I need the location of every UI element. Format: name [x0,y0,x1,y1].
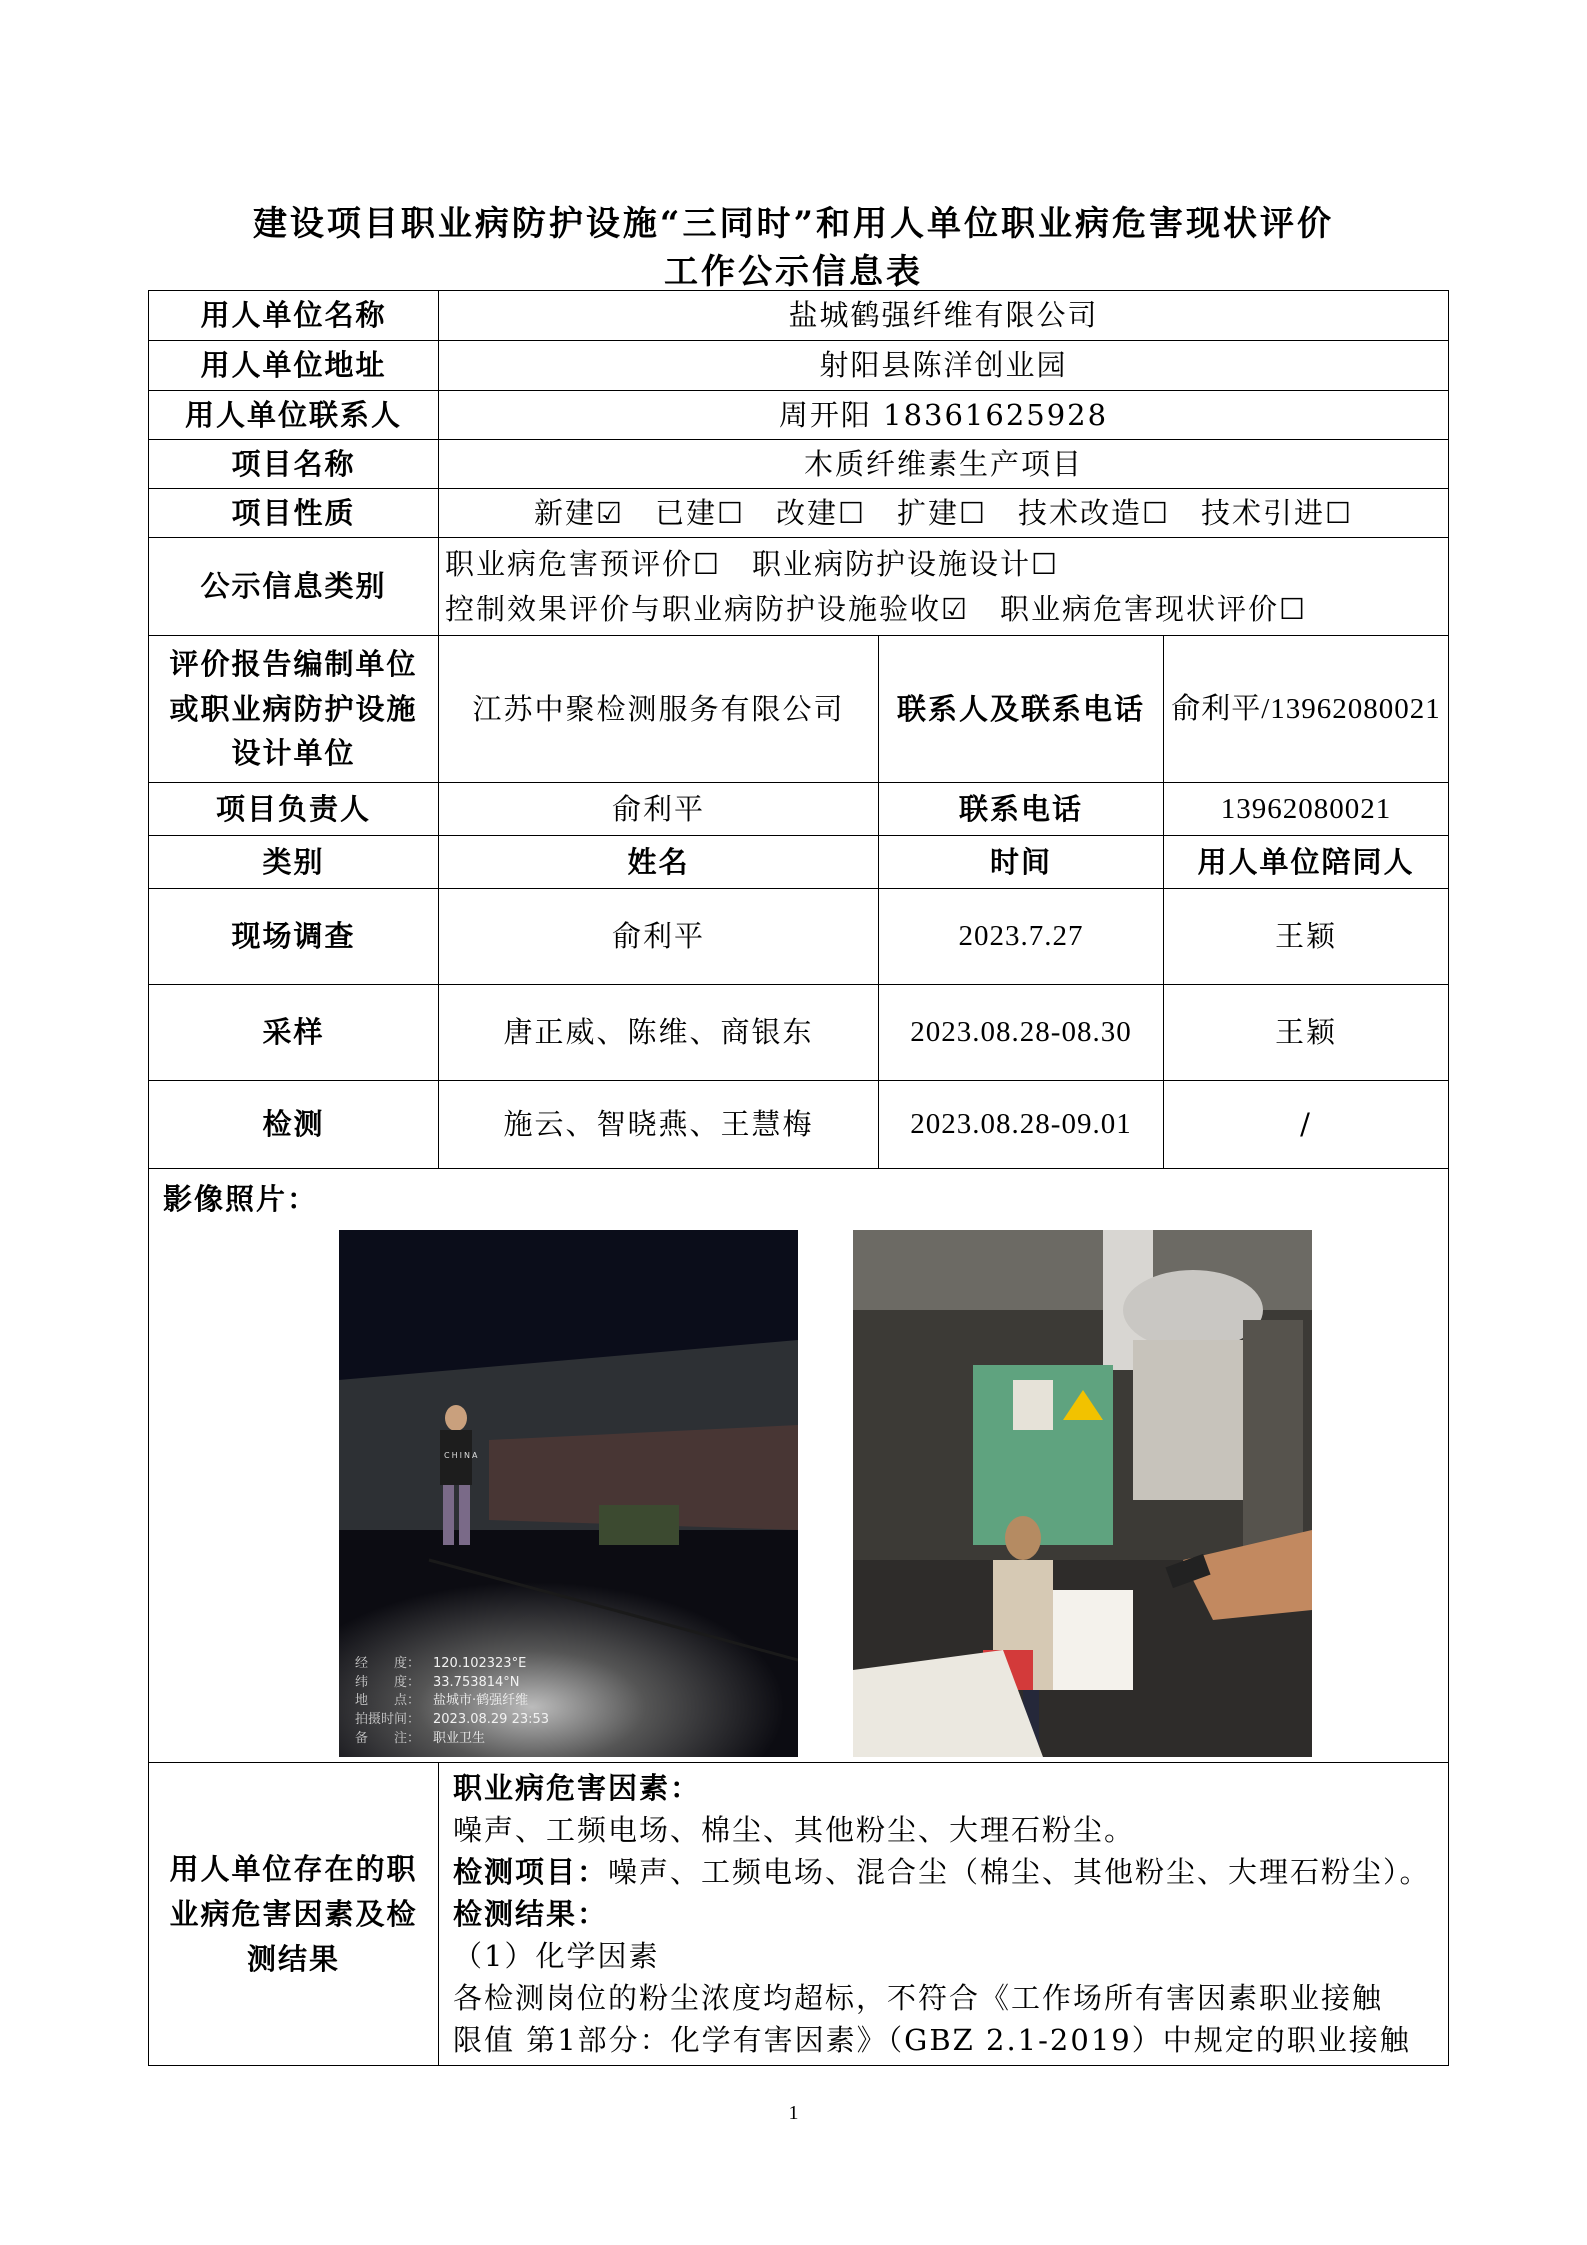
hazards-result-text-line2: 限值 第1部分：化学有害因素》（GBZ 2.1-2019）中规定的职业接触 [453,2023,1411,2058]
hazards-items-line [453,1851,1434,1893]
document-title-line2: 工作公示信息表 [664,252,923,292]
schedule-names: 俞利平 [439,889,879,985]
schedule-names: 施云、智晓燕、王慧梅 [439,1081,879,1169]
overlay-time: 拍摄时间： 2023.08.29 23:53 [355,1712,550,1728]
evaluator-label: 评价报告编制单位或职业病防护设施设计单位 [149,636,439,783]
shirt-text: CHINA [444,1450,480,1460]
schedule-row-sampling [149,985,1449,1081]
schedule-escort: 王颖 [1164,985,1449,1081]
schedule-type: 现场调查 [149,889,439,985]
leader-phone-label: 联系电话 [879,783,1164,836]
project-nature-label: 项目性质 [149,489,439,538]
schedule-header-names: 姓名 [439,836,879,889]
info-table [148,290,1449,2066]
schedule-header-time: 时间 [879,836,1164,889]
hazards-items-heading: 检测项目： [453,1855,609,1890]
hazards-results-heading: 检测结果： [453,1897,609,1932]
hazards-factors-value: 噪声、工频电场、棉尘、其他粉尘、大理石粉尘。 [453,1812,1136,1847]
photo-row [163,1222,1434,1754]
row-photos [149,1169,1449,1763]
photo-overlay [355,1655,549,1749]
hazards-content [439,1762,1449,2065]
category-options [439,538,1449,636]
row-project-nature [149,489,1449,538]
employer-contact-value: 周开阳 18361625928 [439,391,1449,440]
category-line1: 职业病危害预评价☐ 职业病防护设施设计☐ [445,546,1059,581]
evaluator-contact-label: 联系人及联系电话 [879,636,1164,783]
project-nature-value: 新建☑ 已建☐ 改建☐ 扩建☐ 技术改造☐ 技术引进☐ [439,489,1449,538]
hazards-factors-heading: 职业病危害因素： [453,1770,702,1805]
photos-cell [149,1169,1449,1763]
overlay-longitude: 经 度： 120.102323°E [355,1655,527,1671]
leader-value: 俞利平 [439,783,879,836]
hazards-result-sub1: （1）化学因素 [453,1939,660,1974]
row-leader [149,783,1449,836]
category-line2: 控制效果评价与职业病防护设施验收☑ 职业病危害现状评价☐ [445,591,1307,626]
schedule-header-row [149,836,1449,889]
employer-address-label: 用人单位地址 [149,341,439,391]
schedule-type: 采样 [149,985,439,1081]
photo-night-site [339,1230,798,1757]
page-number: 1 [788,2102,799,2124]
document-title-line1: 建设项目职业病防护设施“三同时”和用人单位职业病危害现状评价 [252,204,1335,244]
schedule-time: 2023.08.28-09.01 [879,1081,1164,1169]
schedule-escort: / [1164,1081,1449,1169]
row-hazards [149,1762,1449,2065]
evaluator-contact-value: 俞利平/13962080021 [1164,636,1449,783]
employer-address-value: 射阳县陈洋创业园 [439,341,1449,391]
project-name-label: 项目名称 [149,440,439,489]
overlay-note: 备 注： 职业卫生 [355,1731,486,1747]
row-category [149,538,1449,636]
row-evaluator [149,636,1449,783]
row-employer-contact [149,391,1449,440]
employer-name-label: 用人单位名称 [149,291,439,341]
schedule-escort: 王颖 [1164,889,1449,985]
schedule-header-escort: 用人单位陪同人 [1164,836,1449,889]
schedule-row-survey [149,889,1449,985]
project-name-value: 木质纤维素生产项目 [439,440,1449,489]
category-label: 公示信息类别 [149,538,439,636]
hazards-result-text-line1: 各检测岗位的粉尘浓度均超标，不符合《工作场所有害因素职业接触 [453,1981,1384,2016]
schedule-time: 2023.7.27 [879,889,1164,985]
overlay-latitude: 纬 度： 33.753814°N [355,1674,520,1690]
employer-name-value: 盐城鹤强纤维有限公司 [439,291,1449,341]
schedule-type: 检测 [149,1081,439,1169]
row-employer-address [149,341,1449,391]
leader-label: 项目负责人 [149,783,439,836]
leader-phone-value: 13962080021 [1164,783,1449,836]
row-project-name [149,440,1449,489]
overlay-location: 地 点： 盐城市·鹤强纤维 [355,1693,529,1709]
workshop-photo-image [853,1230,1312,1757]
schedule-header-type: 类别 [149,836,439,889]
schedule-time: 2023.08.28-08.30 [879,985,1164,1081]
photo-workshop-sampling [853,1230,1312,1757]
photos-label: 影像照片： [163,1182,319,1216]
employer-contact-label: 用人单位联系人 [149,391,439,440]
hazards-items-value: 噪声、工频电场、混合尘（棉尘、其他粉尘、大理石粉尘）。 [608,1855,1431,1890]
evaluator-value: 江苏中聚检测服务有限公司 [439,636,879,783]
schedule-names: 唐正威、陈维、商银东 [439,985,879,1081]
row-employer-name [149,291,1449,341]
hazards-label: 用人单位存在的职业病危害因素及检测结果 [149,1762,439,2065]
schedule-row-testing [149,1081,1449,1169]
